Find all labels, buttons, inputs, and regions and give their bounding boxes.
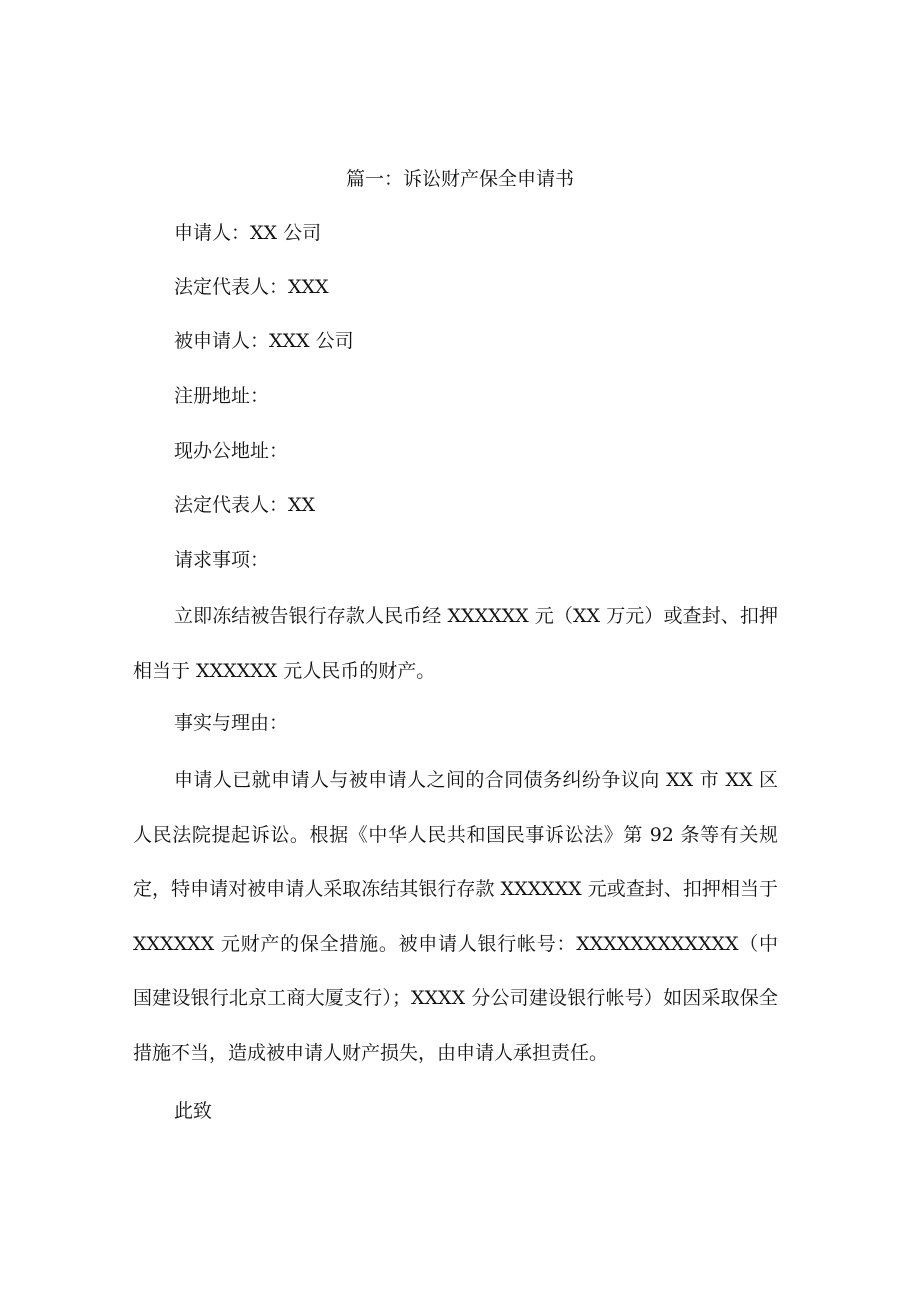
facts-body: 申请人已就申请人与被申请人之间的合同债务纠纷争议向 XX 市 XX 区人民法院提起诉讼。根据《中华人民共和国民事诉讼法》第 92 条等有关规定，特申请对被申请人采取冻结其银行存款 XXXXXX 元或查封、扣押相当于 XXXXXX 元财产的保全措施。被申请人银行帐号：XXXXXXXXXXXX（中国建设银行北京工商大厦支行）；XXXX 分公司建设银行帐号）如因采取保全措施不当，造成被申请人财产损失，由申请人承担责任。 <box>133 769 778 1064</box>
respondent-line: 被申请人：XXX 公司 <box>174 330 354 352</box>
applicant-representative-line: 法定代表人：XXX <box>174 276 329 298</box>
request-heading: 请求事项： <box>174 549 270 571</box>
document-title: 篇一：诉讼财产保全申请书 <box>345 168 574 190</box>
office-address-line: 现办公地址： <box>174 440 289 462</box>
respondent-representative-line: 法定代表人：XX <box>174 494 316 516</box>
facts-heading: 事实与理由： <box>174 712 289 734</box>
closing-line: 此致 <box>174 1100 213 1122</box>
registered-address-line: 注册地址： <box>174 385 270 407</box>
applicant-line: 申请人：XX 公司 <box>174 222 322 244</box>
request-body: 立即冻结被告银行存款人民币经 XXXXXX 元（XX 万元）或查封、扣押相当于 XXXXXX 元人民币的财产。 <box>133 605 778 682</box>
